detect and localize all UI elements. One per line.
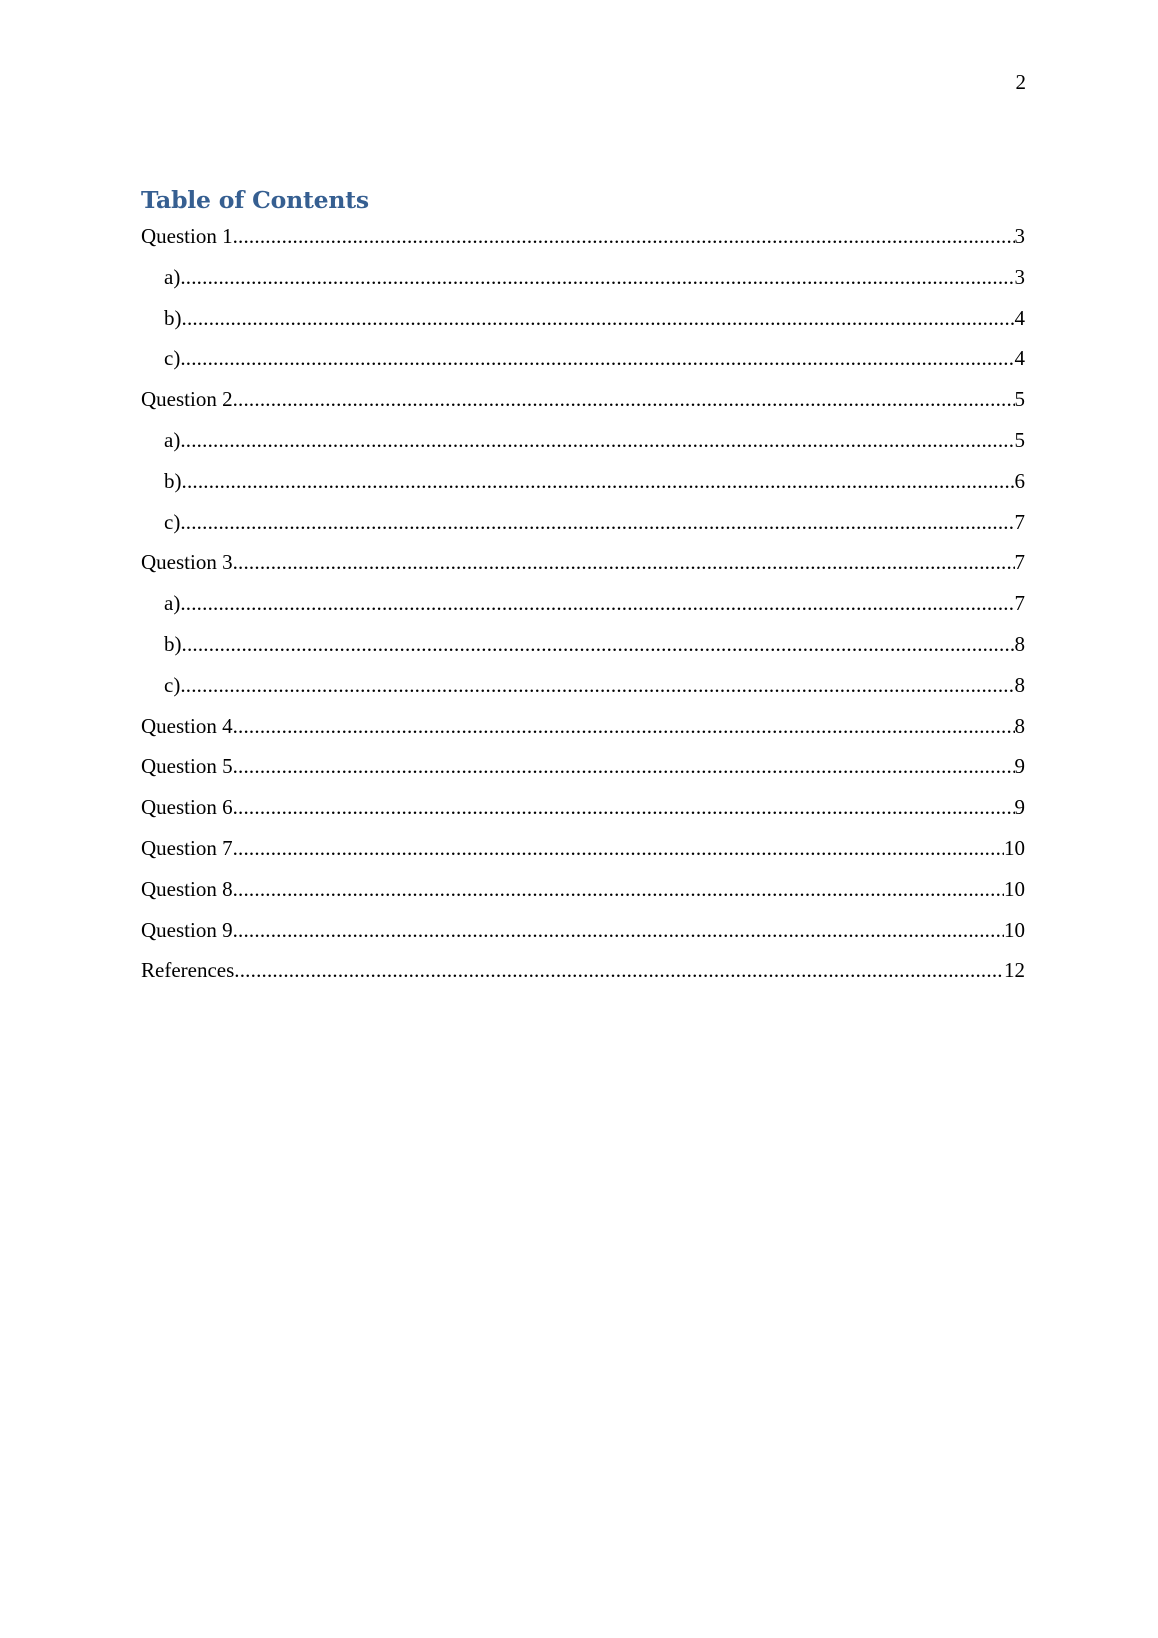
toc-entry-page: 9 bbox=[1014, 754, 1025, 779]
toc-entry-question-4[interactable] bbox=[141, 712, 1025, 753]
dot-leader bbox=[233, 385, 1015, 413]
toc-entry-page: 10 bbox=[1004, 876, 1025, 901]
toc-heading: Table of Contents bbox=[141, 186, 369, 214]
toc-entry-question-1-b[interactable] bbox=[141, 304, 1025, 345]
dot-leader bbox=[233, 875, 1004, 903]
toc-entry-page: 5 bbox=[1014, 387, 1025, 412]
toc-entry-page: 3 bbox=[1014, 224, 1025, 248]
toc-entry-label: Question 6 bbox=[141, 795, 233, 820]
toc-entry-label: Question 3 bbox=[141, 550, 233, 575]
dot-leader bbox=[233, 916, 1004, 944]
dot-leader bbox=[182, 630, 1015, 658]
dot-leader bbox=[182, 467, 1015, 495]
dot-leader bbox=[180, 589, 1014, 617]
toc-entry-label: Question 7 bbox=[141, 835, 233, 860]
toc-entry-question-3-b[interactable] bbox=[141, 630, 1025, 671]
toc-entry-label: References bbox=[141, 958, 235, 983]
toc-entry-page: 7 bbox=[1014, 591, 1025, 616]
dot-leader bbox=[233, 712, 1015, 740]
toc-entry-question-3[interactable] bbox=[141, 548, 1025, 589]
toc-entry-label: c) bbox=[164, 672, 181, 697]
toc-entry-question-7[interactable] bbox=[141, 834, 1025, 875]
toc-entry-page: 4 bbox=[1014, 346, 1025, 371]
dot-leader bbox=[233, 834, 1004, 862]
toc-entry-question-9[interactable] bbox=[141, 916, 1025, 957]
toc-entry-label: Question 8 bbox=[141, 876, 233, 901]
dot-leader bbox=[182, 304, 1015, 332]
toc-entry-page: 8 bbox=[1014, 631, 1025, 656]
toc-entry-label: c) bbox=[164, 509, 181, 534]
toc-entry-page: 3 bbox=[1014, 264, 1025, 289]
toc-entry-question-2-b[interactable] bbox=[141, 467, 1025, 508]
toc-entry-label: a) bbox=[164, 591, 181, 616]
toc-entry-label: Question 2 bbox=[141, 387, 233, 412]
toc-entry-question-1-a[interactable] bbox=[141, 263, 1025, 304]
dot-leader bbox=[180, 263, 1014, 291]
dot-leader bbox=[180, 426, 1014, 454]
toc-entry-label: Question 9 bbox=[141, 917, 233, 942]
toc-list bbox=[141, 222, 1025, 997]
toc-entry-question-5[interactable] bbox=[141, 752, 1025, 793]
dot-leader bbox=[180, 508, 1014, 536]
toc-entry-page: 6 bbox=[1014, 468, 1025, 493]
toc-entry-question-3-c[interactable] bbox=[141, 671, 1025, 712]
toc-entry-question-6[interactable] bbox=[141, 793, 1025, 834]
toc-entry-page: 10 bbox=[1004, 835, 1025, 860]
toc-entry-question-2[interactable] bbox=[141, 385, 1025, 426]
toc-entry-label: a) bbox=[164, 427, 181, 452]
toc-entry-question-3-a[interactable] bbox=[141, 589, 1025, 630]
dot-leader bbox=[180, 344, 1014, 372]
dot-leader bbox=[233, 752, 1015, 780]
toc-entry-label: Question 4 bbox=[141, 713, 233, 738]
toc-entry-page: 7 bbox=[1014, 509, 1025, 534]
toc-entry-label: a) bbox=[164, 264, 181, 289]
toc-entry-label: Question 1 bbox=[141, 224, 233, 248]
toc-entry-label: b) bbox=[164, 468, 182, 493]
toc-entry-question-2-c[interactable] bbox=[141, 508, 1025, 549]
toc-entry-question-8[interactable] bbox=[141, 875, 1025, 916]
toc-entry-label: b) bbox=[164, 631, 182, 656]
toc-entry-page: 10 bbox=[1004, 917, 1025, 942]
dot-leader bbox=[233, 548, 1015, 576]
dot-leader bbox=[234, 956, 1004, 984]
dot-leader bbox=[233, 222, 1015, 250]
toc-entry-label: c) bbox=[164, 346, 181, 371]
toc-entry-page: 9 bbox=[1014, 795, 1025, 820]
toc-entry-label: b) bbox=[164, 305, 182, 330]
page-number: 2 bbox=[1015, 70, 1026, 94]
toc-entry-page: 7 bbox=[1014, 550, 1025, 575]
toc-entry-references[interactable] bbox=[141, 956, 1025, 997]
dot-leader bbox=[233, 793, 1015, 821]
toc-entry-page: 12 bbox=[1004, 958, 1025, 983]
toc-entry-question-1-c[interactable] bbox=[141, 344, 1025, 385]
toc-entry-label: Question 5 bbox=[141, 754, 233, 779]
toc-entry-question-1[interactable] bbox=[141, 222, 1025, 263]
toc-entry-question-2-a[interactable] bbox=[141, 426, 1025, 467]
dot-leader bbox=[180, 671, 1014, 699]
toc-entry-page: 5 bbox=[1014, 427, 1025, 452]
toc-entry-page: 8 bbox=[1014, 672, 1025, 697]
toc-entry-page: 4 bbox=[1014, 305, 1025, 330]
toc-entry-page: 8 bbox=[1014, 713, 1025, 738]
